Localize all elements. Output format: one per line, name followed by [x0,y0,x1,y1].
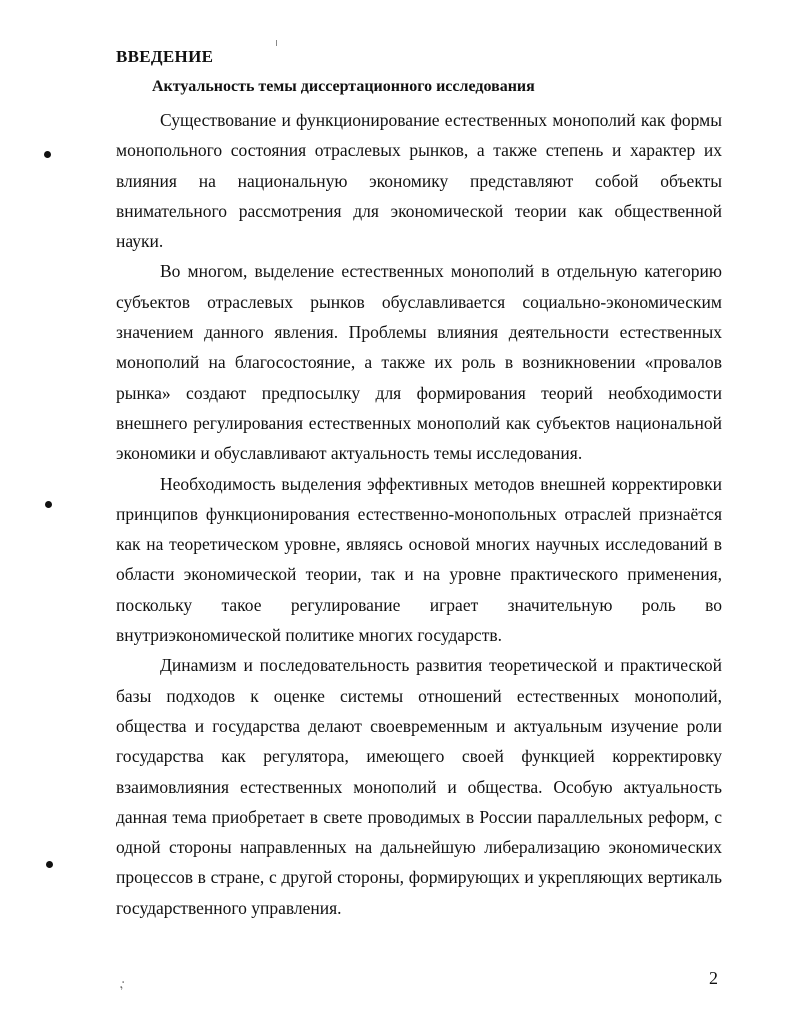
page-title: ВВЕДЕНИЕ [116,47,214,66]
binder-hole-mark [44,151,51,158]
paragraph-4: Динамизм и последовательность развития теоретической и практической базы подходов к оценке системы отношений естественных монополий, общества и государства делают своевременным и актуальным изучение роли государства как регулятора, имеющего своей функцией корректировку взаимовлияния естественных монополий и общества. Особую актуальность данная тема приобретает в свете проводимых в России параллельных реформ, с одной стороны направленных на дальнейшую либерализацию экономических процессов в стране, с другой стороны, формирующих и укрепляющих вертикаль государственного управления. [116,655,722,918]
page-number: 2 [709,968,718,988]
scan-mark [276,40,277,46]
paragraph-1: Существование и функционирование естественных монополий как формы монопольного состояния отраслевых рынков, а также степень и характер их влияния на национальную экономику представляют собой объекты внимательного рассмотрения для экономической теории как общественной науки. [116,110,722,252]
binder-hole-mark [46,861,53,868]
paragraph-2: Во многом, выделение естественных монополий в отдельную категорию субъектов отраслевых рынков обуславливается социально-экономическим значением данного явления. Проблемы влияния деятельности естественных монополий на благосостояние, а также их роль в возникновении «провалов рынка» создают предпосылку для формирования теорий необходимости внешнего регулирования естественных монополий как субъектов национальной экономики и обуславливают актуальность темы исследования. [116,261,722,464]
paragraph-3: Необходимость выделения эффективных методов внешней корректировки принципов функционирования естественно-монопольных отраслей признаётся как на теоретическом уровне, являясь основой многих научных исследований в области экономической теории, так и на уровне практического применения, поскольку такое регулирование играет значительную роль во внутриэкономической политике многих государств. [116,473,722,646]
section-subtitle: Актуальность темы диссертационного исследования [152,78,535,95]
scan-speck: ,· [114,974,129,991]
binder-hole-mark [45,501,52,508]
body-text [116,105,722,923]
